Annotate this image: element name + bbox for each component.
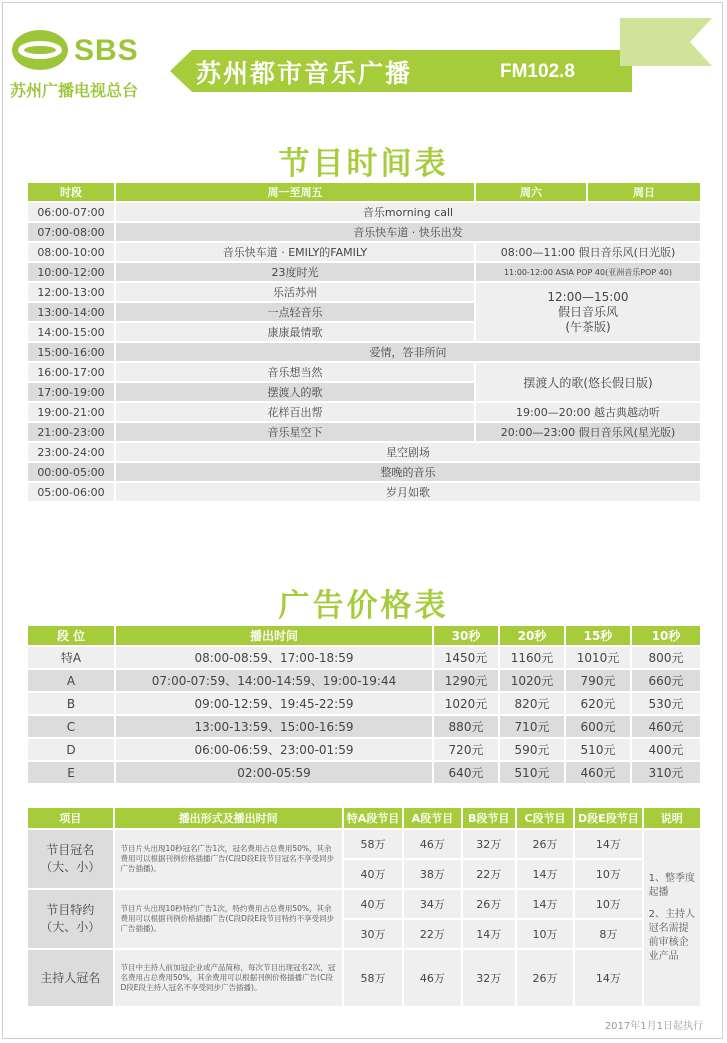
airtime-cell: 13:00-13:59、15:00-16:59 [116,716,432,737]
program-cell: 花样百出帮 [116,403,474,421]
price-cell: 720元 [434,739,498,760]
table-row [28,283,700,301]
price-cell: 460元 [632,716,700,737]
program-cell: 岁月如歌 [116,483,700,501]
price-cell: 8万 [575,920,641,948]
time-cell: 06:00-07:00 [28,203,114,221]
note-line: 2、主持人冠名需提前审核企业产品 [648,909,695,962]
logo-subtitle: 苏州广播电视总台 [10,81,139,100]
price-cell: 46万 [404,830,460,858]
sponsorship-table [26,806,702,1008]
time-cell: 08:00-10:00 [28,243,114,261]
program-cell: 23度时光 [116,263,474,281]
price-cell: 790元 [566,670,630,691]
program-cell: 音乐快车道 · EMILY的FAMILY [116,243,474,261]
station-banner [170,50,632,92]
program-cell: 音乐morning call [116,203,700,221]
header-tier-b: B段节目 [463,808,515,828]
price-cell: 32万 [463,950,515,1006]
table-row [28,716,700,737]
table-row [28,739,700,760]
weekend-program-cell: 20:00—23:00 假日音乐风(星光版) [476,423,700,441]
price-cell: 510元 [566,739,630,760]
pricing-title: 广告价格表 [278,588,449,624]
price-cell: 400元 [632,739,700,760]
table-row [28,263,700,281]
program-cell: 音乐想当然 [116,363,474,381]
table-row [28,423,700,441]
header-item: 项目 [28,808,113,828]
weekend-program-cell [476,283,700,341]
price-cell: 34万 [404,890,460,918]
price-cell: 14万 [517,890,573,918]
program-cell: 摆渡人的歌 [116,383,474,401]
header-notes: 说明 [644,808,700,828]
header-10s: 10秒 [632,626,700,645]
price-cell: 10万 [575,890,641,918]
table-row [28,443,700,461]
table-row [28,647,700,668]
header-tier-a: A段节目 [404,808,460,828]
header-20s: 20秒 [500,626,564,645]
price-cell: 58万 [344,950,402,1006]
price-cell: 30万 [344,920,402,948]
price-cell: 26万 [463,890,515,918]
time-cell: 16:00-17:00 [28,363,114,381]
price-cell: 600元 [566,716,630,737]
sbs-logo-icon [10,26,70,76]
airtime-cell: 09:00-12:59、19:45-22:59 [116,693,432,714]
header-format: 播出形式及播出时间 [115,808,342,828]
table-row [28,463,700,481]
time-cell: 13:00-14:00 [28,303,114,321]
program-cell: 一点轻音乐 [116,303,474,321]
price-cell: 1020元 [500,670,564,691]
weekend-program-cell: 19:00—20:00 越古典越动听 [476,403,700,421]
item-name-cell: 主持人冠名 [28,950,113,1006]
price-cell: 1010元 [566,647,630,668]
header-airtime: 播出时间 [116,626,432,645]
station-name: 苏州都市音乐广播 [196,59,413,88]
table-row [28,403,700,421]
table-row [28,363,700,381]
header-time: 时段 [28,183,114,201]
time-cell: 17:00-19:00 [28,383,114,401]
tier-cell: B [28,693,114,714]
price-cell: 14万 [517,860,573,888]
tier-cell: A [28,670,114,691]
time-cell: 19:00-21:00 [28,403,114,421]
pricing-table [26,624,702,785]
item-name-cell [28,890,113,948]
price-cell: 660元 [632,670,700,691]
note-line: 1、整季度起播 [648,873,695,898]
sbs-logo [10,24,170,104]
price-cell: 26万 [517,830,573,858]
program-cell: 音乐星空下 [116,423,474,441]
schedule-table [26,181,702,503]
header-tier-c: C段节目 [517,808,573,828]
tier-cell: E [28,762,114,783]
header-tier-special-a: 特A段节目 [344,808,402,828]
time-cell: 05:00-06:00 [28,483,114,501]
price-cell: 1450元 [434,647,498,668]
header-30s: 30秒 [434,626,498,645]
table-row [28,203,700,221]
price-cell: 510元 [500,762,564,783]
tier-cell: D [28,739,114,760]
time-cell: 00:00-05:00 [28,463,114,481]
program-cell: 乐活苏州 [116,283,474,301]
price-cell: 58万 [344,830,402,858]
price-cell: 620元 [566,693,630,714]
time-cell: 14:00-15:00 [28,323,114,341]
station-frequency: FM102.8 [500,61,575,82]
header-weekday: 周一至周五 [116,183,474,201]
header-15s: 15秒 [566,626,630,645]
weekend-line: (午茶版) [565,319,611,334]
program-cell: 整晚的音乐 [116,463,700,481]
airtime-cell: 07:00-07:59、14:00-14:59、19:00-19:44 [116,670,432,691]
airtime-cell: 06:00-06:59、23:00-01:59 [116,739,432,760]
schedule-header-row [28,183,700,201]
price-cell: 530元 [632,693,700,714]
time-cell: 15:00-16:00 [28,343,114,361]
header-tier: 段 位 [28,626,114,645]
price-cell: 40万 [344,890,402,918]
price-cell: 26万 [517,950,573,1006]
tier-cell: C [28,716,114,737]
price-cell: 32万 [463,830,515,858]
price-cell: 1020元 [434,693,498,714]
airtime-cell: 08:00-08:59、17:00-18:59 [116,647,432,668]
header-tier-de: D段E段节目 [575,808,641,828]
effective-date: 2017年1月1日起执行 [604,1021,703,1032]
price-cell: 10万 [517,920,573,948]
item-name-line: （大、小） [40,860,101,874]
price-cell: 14万 [575,830,641,858]
logo-text: SBS [74,34,139,67]
table-row [28,243,700,261]
weekend-line: 假日音乐风 [557,304,618,319]
ribbon-decoration [620,18,712,66]
price-cell: 590元 [500,739,564,760]
program-cell: 康康最情歌 [116,323,474,341]
price-cell: 880元 [434,716,498,737]
table-row [28,343,700,361]
price-cell: 800元 [632,647,700,668]
program-cell: 爱情，答非所问 [116,343,700,361]
item-description: 节目片头出现10秒特约广告1次，特约费用占总费用50%，其余费用可以根据刊例价格插播广告(C段D段E段节目特约不享受同步广告插播)。 [115,890,342,948]
item-name-line: 节目特约 [46,903,95,917]
time-cell: 07:00-08:00 [28,223,114,241]
table-row [28,950,700,1006]
item-name-line: 节目冠名 [46,843,95,857]
price-cell: 38万 [404,860,460,888]
item-description: 节目片头出现10秒冠名广告1次，冠名费用占总费用50%，其余费用可以根据刊例价格插播广告(C段D段E段节目冠名不享受同步广告插播)。 [115,830,342,888]
price-cell: 460元 [566,762,630,783]
price-cell: 310元 [632,762,700,783]
time-cell: 21:00-23:00 [28,423,114,441]
weekend-line: 12:00—15:00 [547,289,629,304]
notes-cell [644,830,700,1006]
price-cell: 1160元 [500,647,564,668]
price-cell: 46万 [404,950,460,1006]
table-row [28,693,700,714]
sponsorship-header-row [28,808,700,828]
time-cell: 10:00-12:00 [28,263,114,281]
program-cell: 星空剧场 [116,443,700,461]
header-sunday: 周日 [588,183,700,201]
weekend-program-cell: 摆渡人的歌(悠长假日版) [476,363,700,401]
table-row [28,483,700,501]
price-cell: 14万 [575,950,641,1006]
time-cell: 12:00-13:00 [28,283,114,301]
weekend-program-cell: 08:00—11:00 假日音乐风(日光版) [476,243,700,261]
airtime-cell: 02:00-05:59 [116,762,432,783]
price-cell: 640元 [434,762,498,783]
time-cell: 23:00-24:00 [28,443,114,461]
schedule-title: 节目时间表 [278,146,449,182]
price-cell: 710元 [500,716,564,737]
price-cell: 820元 [500,693,564,714]
price-cell: 1290元 [434,670,498,691]
table-row [28,830,700,858]
item-name-cell [28,830,113,888]
price-cell: 10万 [575,860,641,888]
item-name-line: （大、小） [40,920,101,934]
program-cell: 音乐快车道 · 快乐出发 [116,223,700,241]
pricing-header-row [28,626,700,645]
header-saturday: 周六 [476,183,586,201]
price-cell: 22万 [463,860,515,888]
table-row [28,890,700,918]
table-row [28,670,700,691]
table-row [28,223,700,241]
table-row [28,762,700,783]
price-cell: 14万 [463,920,515,948]
price-cell: 22万 [404,920,460,948]
item-description: 节目中主持人前加冠企业或产品简称，每次节目出现冠名2次，冠名费用占总费用50%，其余费用可以根据刊例价格插播广告(C段D段E段主持人冠名不享受同步广告插播)。 [115,950,342,1006]
price-cell: 40万 [344,860,402,888]
weekend-program-cell: 11:00-12:00 ASIA POP 40(亚洲音乐POP 40) [476,263,700,281]
tier-cell: 特A [28,647,114,668]
